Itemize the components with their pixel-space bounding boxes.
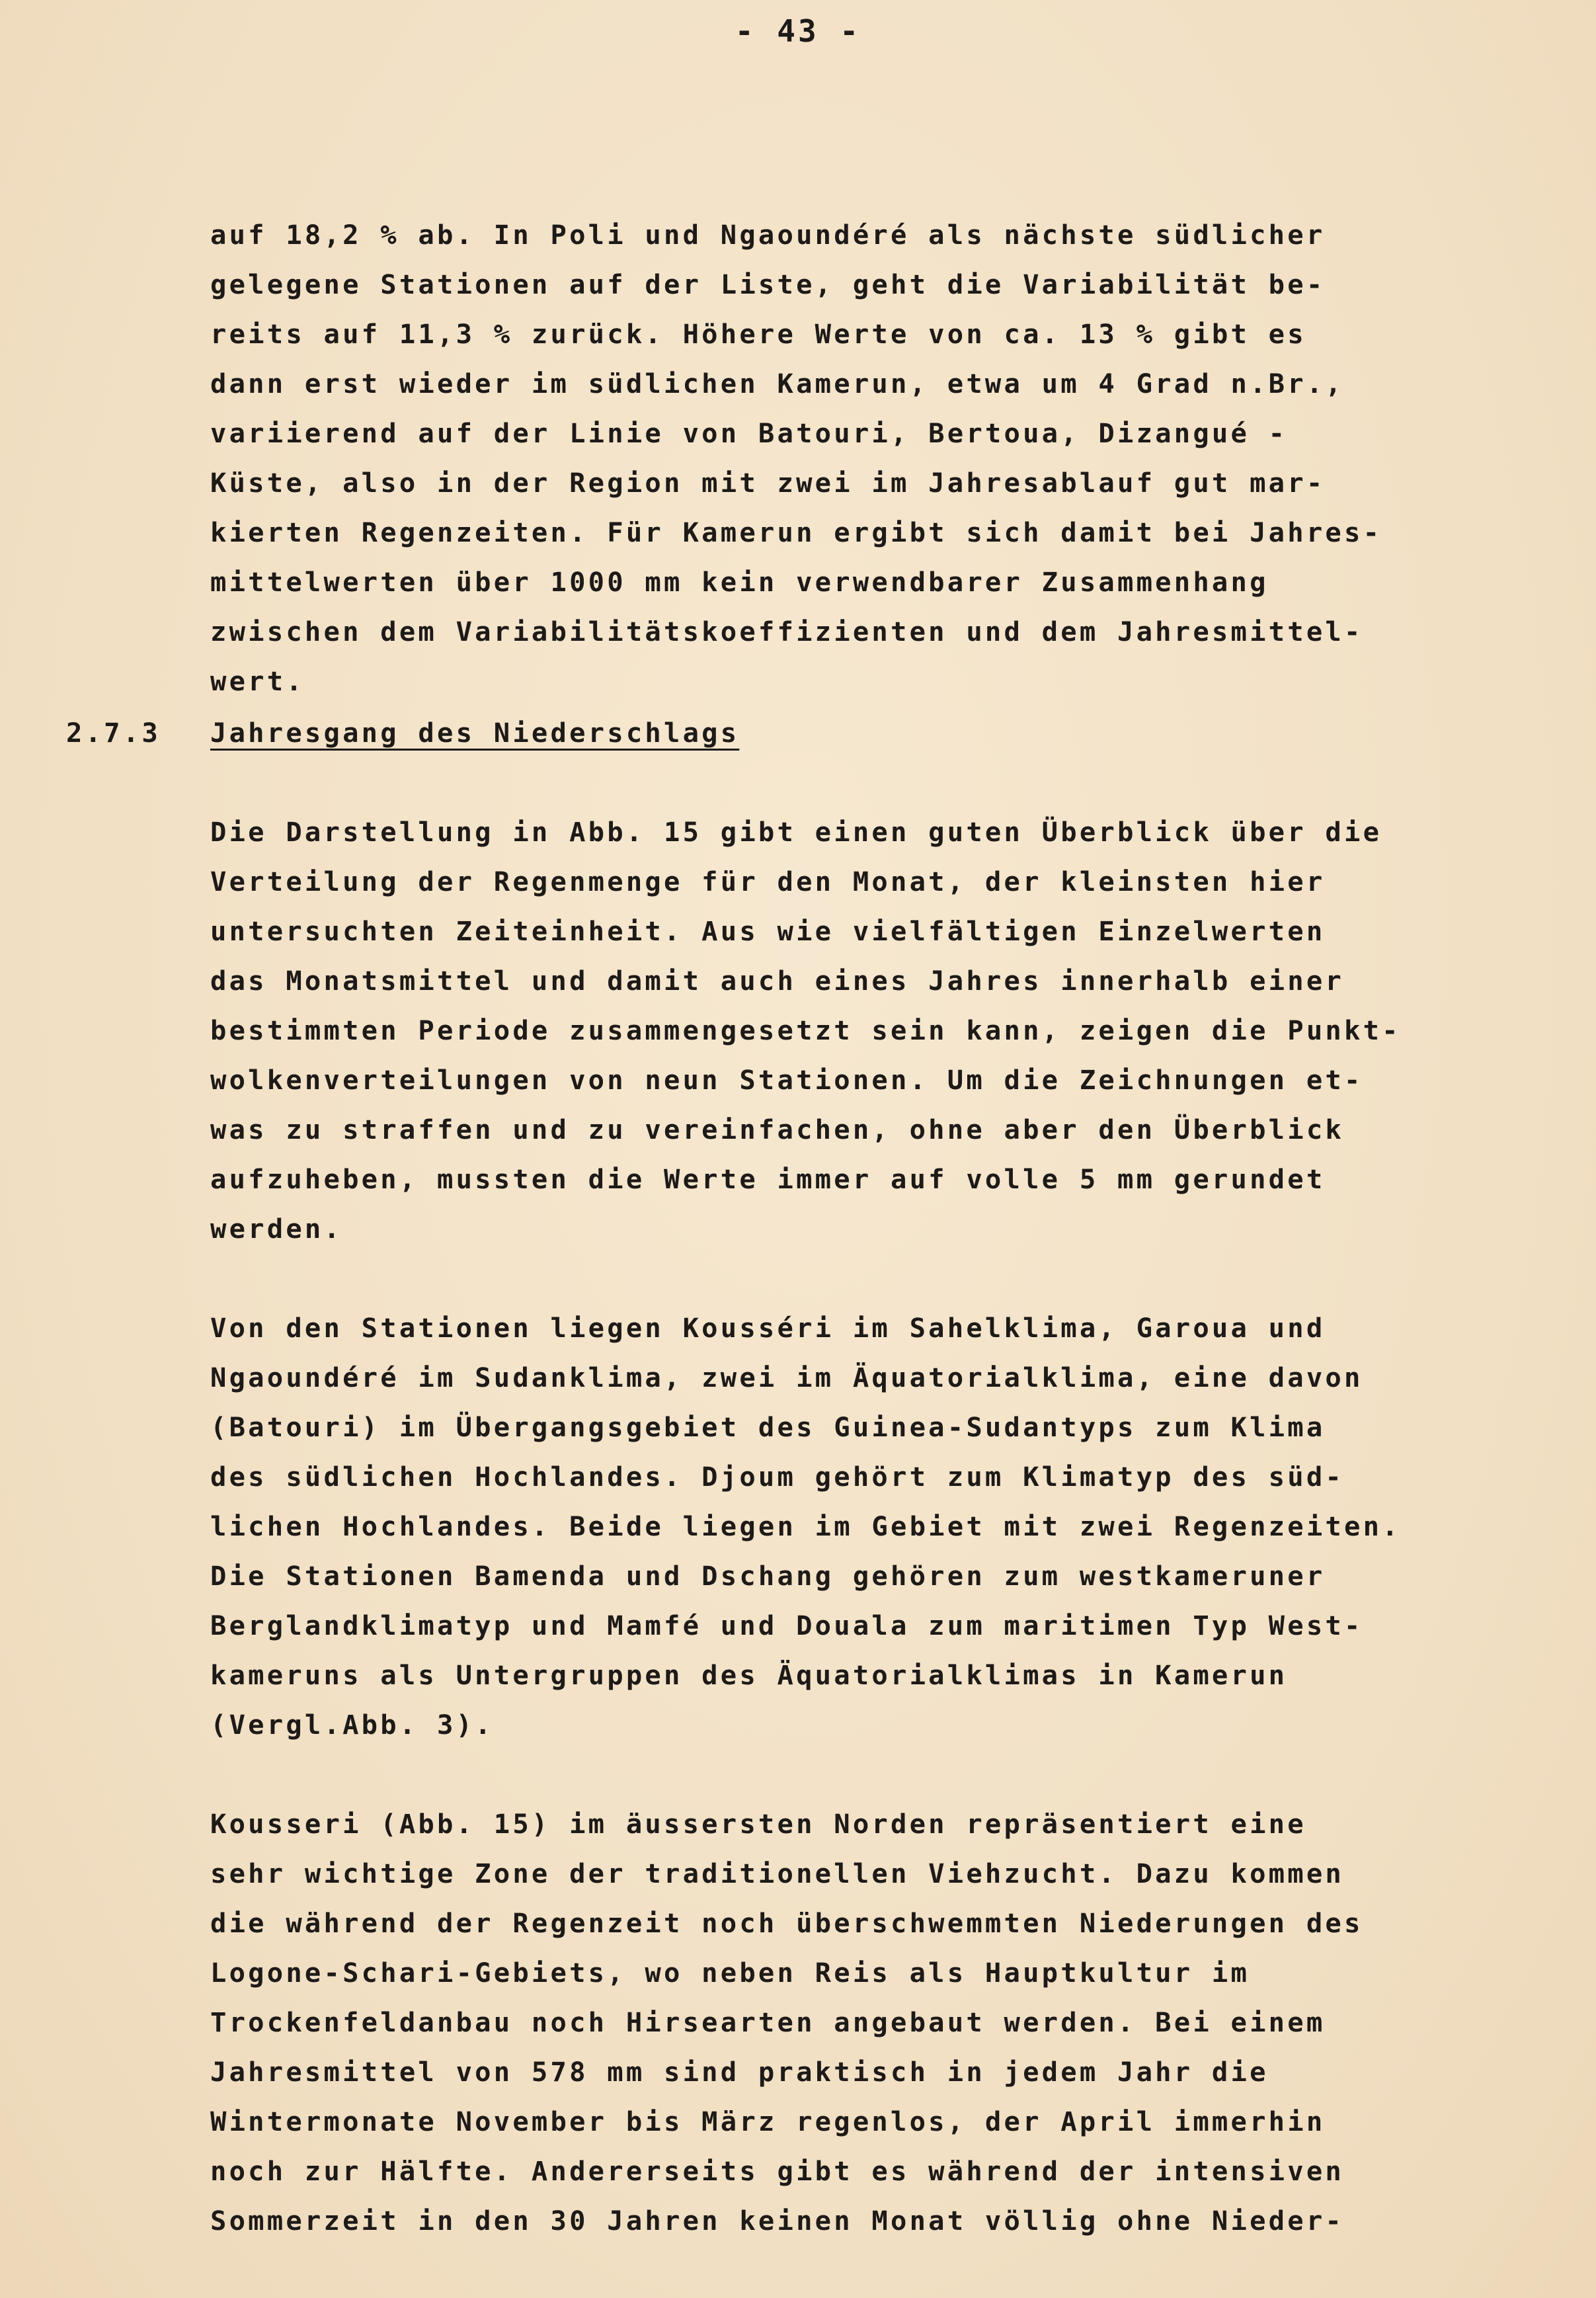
paragraph-4-line-2: sehr wichtige Zone der traditionellen Viehzucht. Dazu kommen [210,1858,1344,1889]
page-number: - 43 - [735,13,861,49]
paragraph-1-line-3: reits auf 11,3 % zurück. Höhere Werte von ca. 13 % gibt es [210,318,1306,350]
paragraph-4-line-1: Kousseri (Abb. 15) im äussersten Norden repräsentiert eine [210,1808,1306,1840]
paragraph-3-line-8: kameruns als Untergruppen des Äquatorialklimas in Kamerun [210,1659,1288,1691]
paragraph-2-line-4: das Monatsmittel und damit auch eines Jahres innerhalb einer [210,965,1344,997]
paragraph-2-line-3: untersuchten Zeiteinheit. Aus wie vielfältigen Einzelwerten [210,915,1326,947]
paragraph-2-line-7: was zu straffen und zu vereinfachen, ohne aber den Überblick [210,1114,1344,1145]
paragraph-3-line-9: (Vergl.Abb. 3). [210,1709,494,1741]
paragraph-4-line-4: Logone-Schari-Gebiets, wo neben Reis als Hauptkultur im [210,1957,1250,1989]
paragraph-1-line-5: variierend auf der Linie von Batouri, Bertoua, Dizangué - [210,417,1288,449]
paragraph-3-line-3: (Batouri) im Übergangsgebiet des Guinea-Sudantyps zum Klima [210,1411,1326,1443]
paragraph-2-line-1: Die Darstellung in Abb. 15 gibt einen guten Überblick über die [210,816,1382,848]
paragraph-3-line-2: Ngaoundéré im Sudanklima, zwei im Äquatorialklima, eine davon [210,1362,1363,1393]
paragraph-4-line-7: Wintermonate November bis März regenlos, der April immerhin [210,2106,1326,2137]
paragraph-2-line-6: wolkenverteilungen von neun Stationen. Um die Zeichnungen et- [210,1064,1363,1096]
paragraph-3-line-7: Berglandklimatyp und Mamfé und Douala zum maritimen Typ West- [210,1610,1363,1641]
paragraph-1-line-6: Küste, also in der Region mit zwei im Jahresablauf gut mar- [210,467,1326,499]
section-title: Jahresgang des Niederschlags [210,717,740,749]
paragraph-3-line-5: lichen Hochlandes. Beide liegen im Gebiet mit zwei Regenzeiten. [210,1510,1401,1542]
paragraph-1-line-7: kierten Regenzeiten. Für Kamerun ergibt sich damit bei Jahres- [210,516,1382,548]
section-number: 2.7.3 [66,717,161,749]
paragraph-3-line-1: Von den Stationen liegen Kousséri im Sahelklima, Garoua und [210,1312,1326,1344]
paragraph-3-line-6: Die Stationen Bamenda und Dschang gehören zum westkameruner [210,1560,1326,1592]
paragraph-2-line-8: aufzuheben, mussten die Werte immer auf volle 5 mm gerundet [210,1163,1326,1195]
paragraph-4-line-6: Jahresmittel von 578 mm sind praktisch in jedem Jahr die [210,2056,1269,2088]
paragraph-1-line-2: gelegene Stationen auf der Liste, geht die Variabilität be- [210,268,1326,300]
paragraph-4-line-5: Trockenfeldanbau noch Hirsearten angebaut werden. Bei einem [210,2006,1326,2038]
paragraph-3-line-4: des südlichen Hochlandes. Djoum gehört zum Klimatyp des süd- [210,1461,1344,1493]
paragraph-2-line-9: werden. [210,1213,343,1245]
paragraph-1-line-8: mittelwerten über 1000 mm kein verwendbarer Zusammenhang [210,566,1269,598]
paragraph-4-line-3: die während der Regenzeit noch überschwemmten Niederungen des [210,1907,1363,1939]
paragraph-1-line-4: dann erst wieder im südlichen Kamerun, etwa um 4 Grad n.Br., [210,368,1344,399]
paragraph-2-line-5: bestimmten Periode zusammengesetzt sein kann, zeigen die Punkt- [210,1014,1401,1046]
paragraph-1-line-1: auf 18,2 % ab. In Poli und Ngaoundéré als nächste südlicher [210,219,1326,251]
paragraph-4-line-8: noch zur Hälfte. Andererseits gibt es während der intensiven [210,2155,1344,2187]
paragraph-2-line-2: Verteilung der Regenmenge für den Monat, der kleinsten hier [210,866,1326,897]
paragraph-1-line-10: wert. [210,665,305,697]
paragraph-1-line-9: zwischen dem Variabilitätskoeffizienten und dem Jahresmittel- [210,616,1363,647]
paragraph-4-line-9: Sommerzeit in den 30 Jahren keinen Monat völlig ohne Nieder- [210,2205,1344,2236]
